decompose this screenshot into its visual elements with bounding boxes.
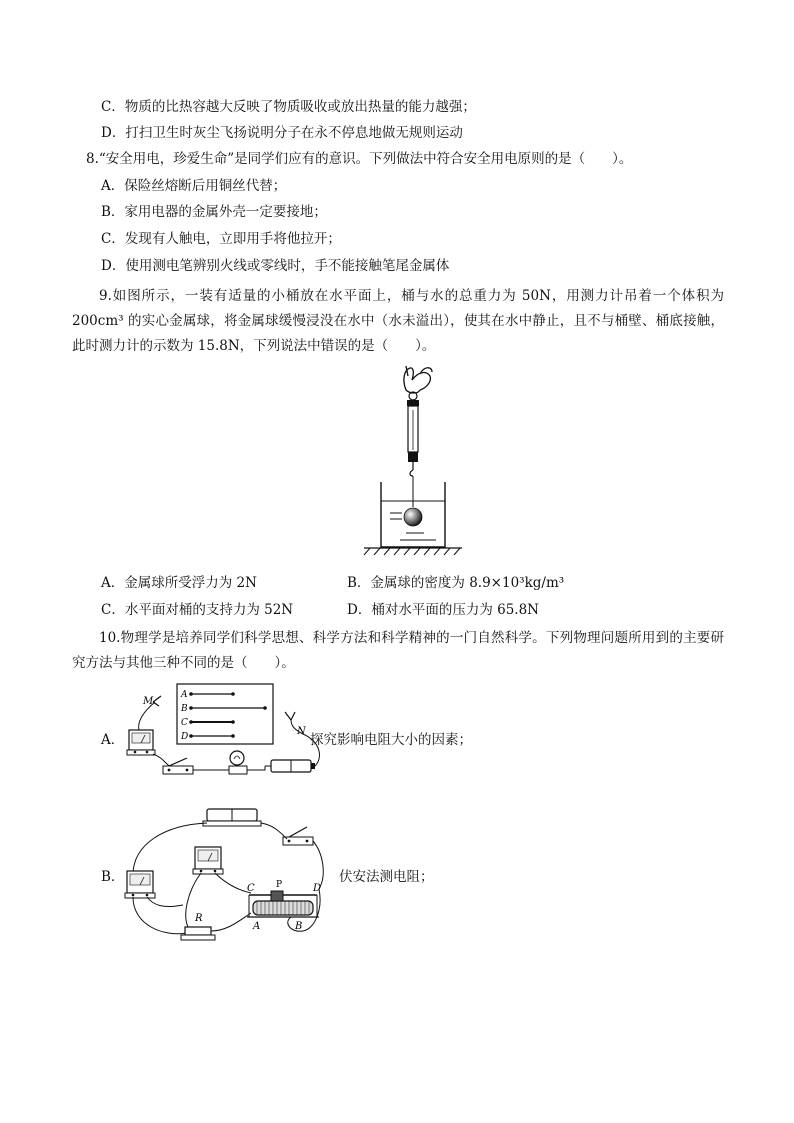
wire-label-a: A <box>181 690 188 700</box>
q7-option-d: D．打扫卫生时灰尘飞扬说明分子在永不停息地做无规则运动 <box>101 125 463 141</box>
clip-m-icon <box>153 696 161 706</box>
resistor-label: R <box>195 913 203 924</box>
q10-option-b-text: 伏安法测电阻； <box>339 869 434 885</box>
q10-option-a-text: 探究影响电阻大小的因素； <box>310 732 472 748</box>
hand-icon <box>404 366 432 393</box>
q8-option-d: D．使用测电笔辨别火线或零线时，手不能接触笔尾金属体 <box>101 258 450 274</box>
rheostat-label-p: P <box>276 880 283 890</box>
q10-option-a-circuit-figure <box>125 682 325 794</box>
scale-bottom-cap <box>408 452 418 462</box>
q9-spring-scale-figure <box>362 362 472 567</box>
bulb-icon <box>230 751 244 765</box>
q9-option-c: C．水平面对桶的支持力为 52N <box>101 602 294 618</box>
q10-option-a-letter: A． <box>101 732 125 748</box>
rheostat-label-d: D <box>313 883 322 894</box>
q9-stem <box>72 284 724 359</box>
rheostat-label-b: B <box>295 921 303 932</box>
switch-icon <box>163 766 193 774</box>
clip-m-label: M <box>143 696 154 707</box>
scale-hook <box>410 470 413 476</box>
q9-option-a: A．金属球所受浮力为 2N <box>101 575 257 591</box>
q9-option-b: B．金属球的密度为 8.9×10³kg/m³ <box>347 575 565 591</box>
q8-stem: 8.“安全用电，珍爱生命”是同学们应有的意识。下列做法中符合安全用电原则的是（ ）。 <box>86 151 633 167</box>
rheostat-label-c: C <box>247 883 255 894</box>
switch-icon <box>283 837 313 845</box>
q9-stem-text: 9.如图所示，一装有适量的小桶放在水平面上，桶与水的总重力为 50N，用测力计吊着一个体积为 200cm³ 的实心金属球，将金属球缓慢浸没在水中（水未溢出），使其在水中静止，且不与桶壁、桶底接触，此时测力计的示数为 15.8N，下列说法中错误的是（ ）。 <box>72 288 724 354</box>
scale-top-cap <box>407 400 419 406</box>
q8-option-a: A．保险丝熔断后用铜丝代替； <box>101 178 287 194</box>
resistor-icon <box>185 927 211 935</box>
q10-option-b-circuit-figure <box>123 805 333 945</box>
wire-label-b: B <box>181 704 188 714</box>
q10-option-b-letter: B． <box>101 869 125 885</box>
metal-ball <box>404 508 422 526</box>
q7-option-c: C．物质的比热容越大反映了物质吸收或放出热量的能力越强； <box>101 99 476 115</box>
q10-stem <box>72 626 724 676</box>
ground-hatching <box>364 548 460 555</box>
q10-stem-text: 10.物理学是培养同学们科学思想、科学方法和科学精神的一门自然科学。下列物理问题所用到的主要研究方法与其他三种不同的是（ ）。 <box>72 630 724 671</box>
q8-option-b: B．家用电器的金属外壳一定要接地； <box>101 204 327 220</box>
rheostat-slider <box>271 891 283 901</box>
q9-option-d: D．桶对水平面的压力为 65.8N <box>347 602 539 618</box>
wire-label-d: D <box>181 732 189 742</box>
clip-n-icon <box>285 712 295 720</box>
wire-label-c: C <box>181 718 188 728</box>
rheostat-label-a: A <box>253 921 261 932</box>
rheostat-icon <box>253 901 313 915</box>
clip-n-label: N <box>297 726 306 737</box>
q8-option-c: C．发现有人触电，立即用手将他拉开； <box>101 231 341 247</box>
